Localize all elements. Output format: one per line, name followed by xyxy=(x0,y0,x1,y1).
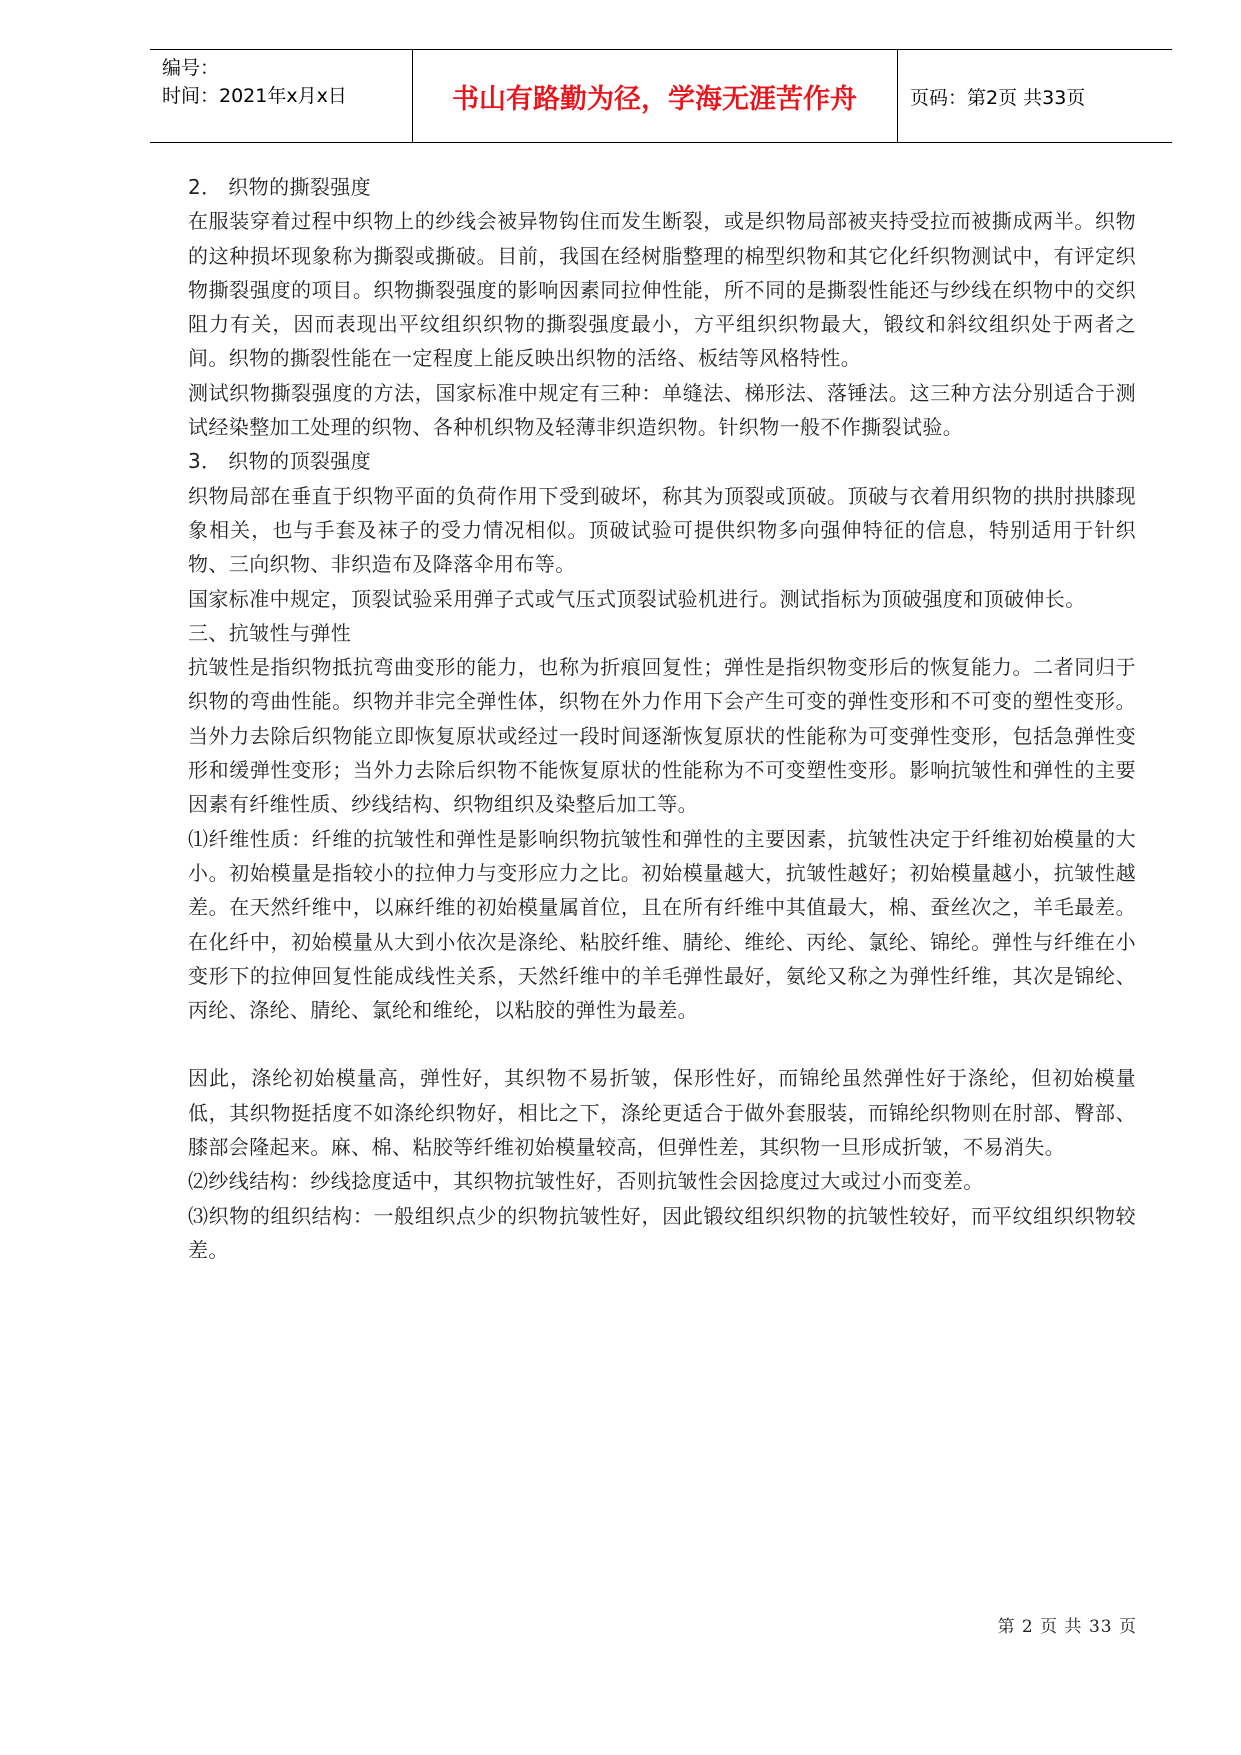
document-time-label: 时间：2021年x月x日 xyxy=(162,85,347,107)
paragraph-burst-standard: 国家标准中规定，顶裂试验采用弹子式或气压式顶裂试验机进行。测试指标为顶破强度和顶破伸长。 xyxy=(188,586,1086,611)
section-heading-burst-strength: 3． 织物的顶裂强度 xyxy=(188,449,372,474)
page-footer: 第 2 页 共 33 页 xyxy=(997,1617,1137,1637)
paragraph-yarn-structure: ⑵纱线结构：纱线捻度适中，其织物抗皱性好，否则抗皱性会因捻度过大或过小而变差。 xyxy=(188,1169,984,1194)
paragraph-fiber-properties: ⑴纤维性质：纤维的抗皱性和弹性是影响织物抗皱性和弹性的主要因素，抗皱性决定于纤维初始模量的大小。初始模量是指较小的拉伸力与变形应力之比。初始模量越大，抗皱性越好；初始模量越小，抗皱性越差。在天然纤维中，以麻纤维的初始模量属首位，且在所有纤维中其值最大，棉、蚕丝次之，羊毛最差。在化纤中，初始模量从大到小依次是涤纶、粘胶纤维、腈纶、维纶、丙纶、氯纶、锦纶。弹性与纤维在小变形下的拉伸回复性能成线性关系，天然纤维中的羊毛弹性最好，氨纶又称之为弹性纤维，其次是锦纶、丙纶、涤纶、腈纶、氯纶和维纶，以粘胶的弹性为最差。 xyxy=(188,826,1136,1023)
paragraph-burst-description: 织物局部在垂直于织物平面的负荷作用下受到破坏，称其为顶裂或顶破。顶破与衣着用织物的拱肘拱膝现象相关，也与手套及袜子的受力情况相似。顶破试验可提供织物多向强伸特征的信息，特别适用于针织物、三向织物、非织造布及降落伞用布等。 xyxy=(188,483,1136,577)
document-body xyxy=(188,170,1136,1267)
document-number-label: 编号： xyxy=(162,57,220,79)
section-heading-crease-elasticity: 三、抗皱性与弹性 xyxy=(188,620,352,645)
paragraph-crease-definition: 抗皱性是指织物抵抗弯曲变形的能力，也称为折痕回复性；弹性是指织物变形后的恢复能力。二者同归于织物的弯曲性能。织物并非完全弹性体，织物在外力作用下会产生可变的弹性变形和不可变的塑性变形。当外力去除后织物能立即恢复原状或经过一段时间逐渐恢复原状的性能称为可变弹性变形，包括急弹性变形和缓弹性变形；当外力去除后织物不能恢复原状的性能称为不可变塑性变形。影响抗皱性和弹性的主要因素有纤维性质、纱线结构、织物组织及染整后加工等。 xyxy=(188,655,1136,817)
header-divider-right xyxy=(897,50,898,142)
paragraph-tear-description: 在服装穿着过程中织物上的纱线会被异物钩住而发生断裂，或是织物局部被夹持受拉而被撕成两半。织物的这种损坏现象称为撕裂或撕破。目前，我国在经树脂整理的棉型织物和其它化纤织物测试中，有评定织物撕裂强度的项目。织物撕裂强度的影响因素同拉伸性能，所不同的是撕裂性能还与纱线在织物中的交织阻力有关，因而表现出平纹组织织物的撕裂强度最小，方平组织织物最大，锻纹和斜纹组织处于两者之间。织物的撕裂性能在一定程度上能反映出织物的活络、板结等风格特性。 xyxy=(188,209,1136,371)
paragraph-weave-structure: ⑶织物的组织结构：一般组织点少的织物抗皱性好，因此锻纹组织织物的抗皱性较好，而平纹组织织物较差。 xyxy=(188,1203,1136,1262)
header-motto: 书山有路勤为径，学海无涯苦作舟 xyxy=(452,83,857,115)
paragraph-spacer xyxy=(188,1027,1136,1061)
page-header xyxy=(150,49,1172,143)
paragraph-tear-test-methods: 测试织物撕裂强度的方法，国家标准中规定有三种：单缝法、梯形法、落锤法。这三种方法分别适合于测试经染整加工处理的织物、各种机织物及轻薄非织造织物。针织物一般不作撕裂试验。 xyxy=(188,380,1136,440)
paragraph-polyester-nylon: 因此，涤纶初始模量高，弹性好，其织物不易折皱，保形性好，而锦纶虽然弹性好于涤纶，但初始模量低，其织物挺括度不如涤纶织物好，相比之下，涤纶更适合于做外套服装，而锦纶织物则在肘部、臀部、膝部会隆起来。麻、棉、粘胶等纤维初始模量较高，但弹性差，其织物一旦形成折皱，不易消失。 xyxy=(188,1066,1136,1160)
section-heading-tear-strength: 2． 织物的撕裂强度 xyxy=(188,175,372,199)
header-page-info: 页码：第2页 共33页 xyxy=(910,86,1086,109)
